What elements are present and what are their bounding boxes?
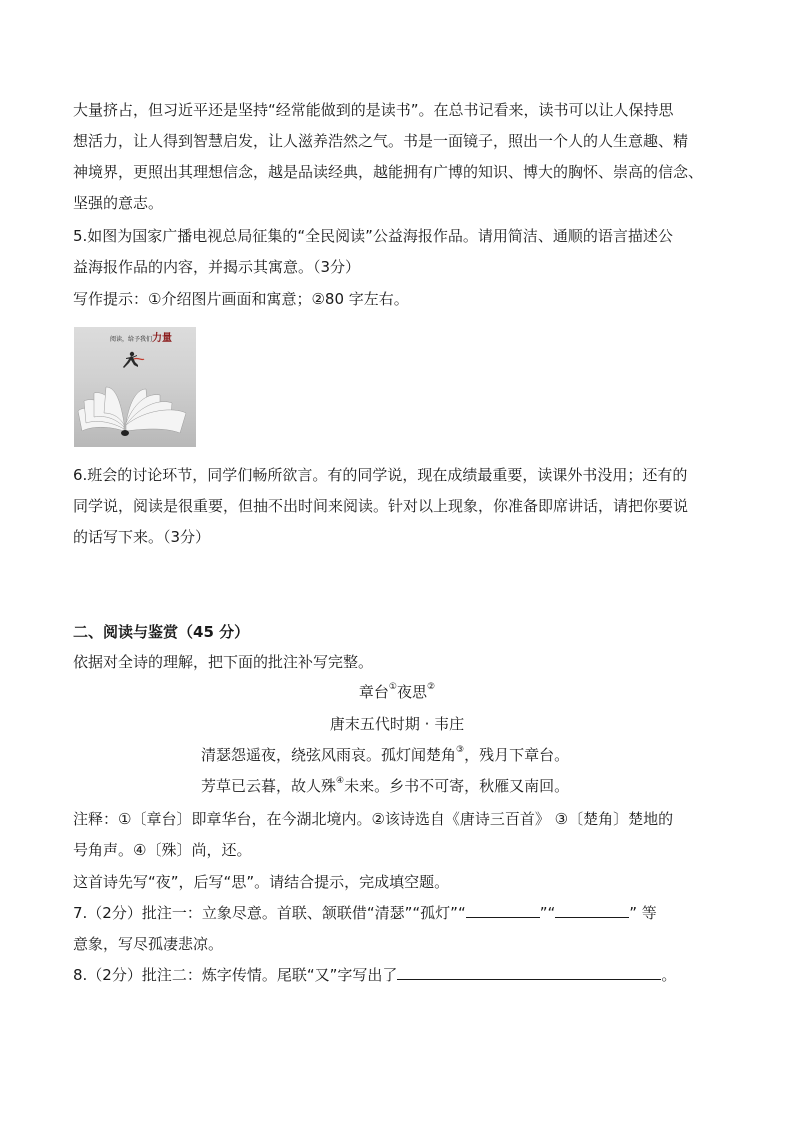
question-7-text: ”“ <box>539 904 556 922</box>
footnote-mark: ① <box>388 682 397 692</box>
question-7-text: ” 等 <box>629 904 657 922</box>
poem-title-part: 章台 <box>358 683 389 701</box>
poem-text: ，残月下章台。 <box>464 746 570 764</box>
question-7-line <box>73 902 657 924</box>
poem-text: 未来。乡书不可寄，秋雁又南回。 <box>344 777 570 795</box>
poem-line <box>201 775 569 797</box>
footnote-mark: ② <box>427 682 436 692</box>
writing-hint: 写作提示：①介绍图片画面和寓意；②80 字左右。 <box>73 290 409 308</box>
poem-text: 芳草已云暮，故人殊 <box>201 777 337 795</box>
question-7-line: 意象，写尽孤凄悲凉。 <box>73 935 224 953</box>
annotation-line: 号角声。④〔殊〕尚，还。 <box>73 841 252 859</box>
poem-text: 清瑟怨遥夜，绕弦风雨哀。孤灯闻楚角 <box>201 746 457 764</box>
question-6-line: 同学说，阅读是很重要，但抽不出时间来阅读。针对以上现象，你准备即席讲话，请把你要说 <box>73 497 689 515</box>
poster-slogan-strong: 力量 <box>152 333 173 344</box>
poster-slogan <box>110 335 172 344</box>
question-7-text: 7.（2分）批注一：立象尽意。首联、颔联借“清瑟”“孤灯”“ <box>73 904 466 922</box>
instruction: 依据对全诗的理解，把下面的批注补写完整。 <box>73 653 374 671</box>
poem-author: 唐末五代时期 · 韦庄 <box>329 715 465 733</box>
paragraph-line: 神境界，更照出其理想信念，越是品读经典，越能拥有广博的知识、博大的胸怀、崇高的信念、 <box>73 163 704 181</box>
answer-blank[interactable] <box>397 964 661 980</box>
question-6-line: 6.班会的讨论环节，同学们畅所欲言。有的同学说，现在成绩最重要，读课外书没用；还有的 <box>73 466 688 484</box>
answer-blank[interactable] <box>555 902 629 918</box>
poem-title-part: 夜思 <box>397 683 428 701</box>
question-6-line: 的话写下来。（3分） <box>73 528 211 546</box>
annotation-line: 注释：①〔章台〕即章华台，在今湖北境内。②该诗选自《唐诗三百首》 ③〔楚角〕楚地的 <box>73 810 674 828</box>
question-8-line <box>73 964 676 986</box>
intro-line: 这首诗先写“夜”，后写“思”。请结合提示，完成填空题。 <box>73 873 450 891</box>
paragraph-line: 坚强的意志。 <box>73 194 164 212</box>
paragraph-line: 大量挤占，但习近平还是坚持“经常能做到的是读书”。在总书记看来，读书可以让人保持思 <box>73 101 674 119</box>
paragraph-line: 想活力，让人得到智慧启发，让人滋养浩然之气。书是一面镜子，照出一个人的人生意趣、精 <box>73 132 689 150</box>
question-5-line: 益海报作品的内容，并揭示其寓意。（3分） <box>73 258 361 276</box>
section-heading: 二、阅读与鉴赏（45 分） <box>73 623 250 641</box>
footnote-mark: ③ <box>456 745 465 755</box>
question-8-text: 。 <box>661 966 677 984</box>
poster-slogan-text: 阅读，给予我们 <box>110 336 153 343</box>
question-8-text: 8.（2分）批注二：炼字传情。尾联“又”字写出了 <box>73 966 398 984</box>
poem-title <box>0 681 794 703</box>
reading-poster-image <box>74 327 196 447</box>
poem-line <box>201 744 569 766</box>
answer-blank[interactable] <box>466 902 540 918</box>
footnote-mark: ④ <box>336 776 345 786</box>
question-5-line: 5.如图为国家广播电视总局征集的“全民阅读”公益海报作品。请用简洁、通顺的语言描述公 <box>73 227 673 245</box>
